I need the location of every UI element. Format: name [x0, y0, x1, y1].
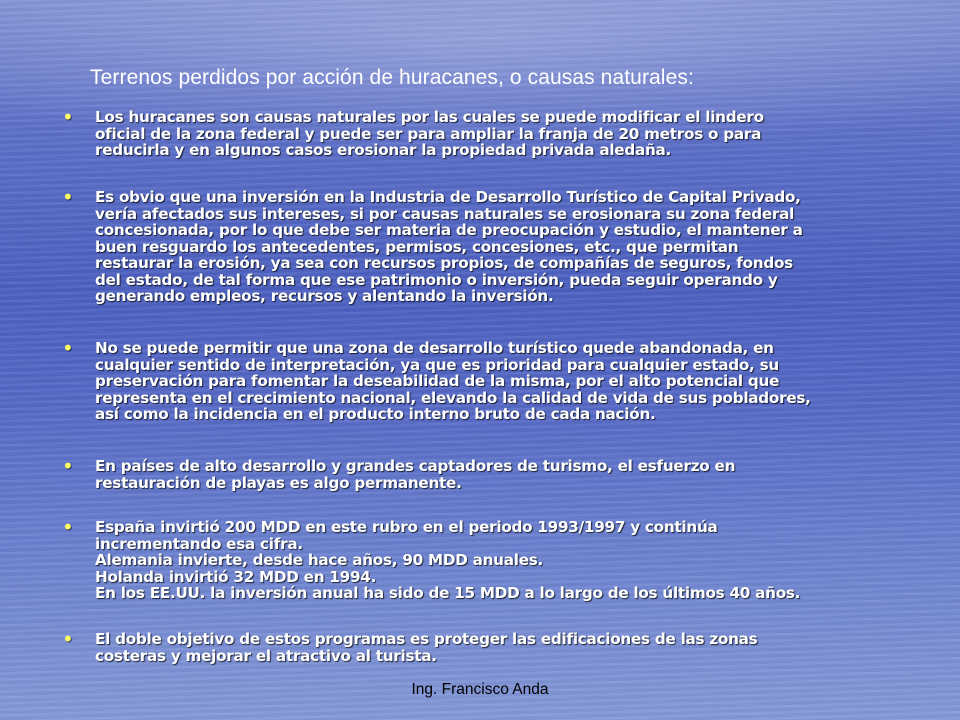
slide-title: Terrenos perdidos por acción de huracanes, o causas naturales:	[90, 66, 694, 89]
bullet-line: restaurar la erosión, ya sea con recursos propios, de compañías de seguros, fondos	[95, 254, 793, 272]
bullet-text	[95, 519, 907, 602]
bullet-marker: •	[62, 185, 74, 209]
bullet-text	[95, 458, 907, 491]
bullet-line: Holanda invirtió 32 MDD en 1994.	[95, 567, 377, 586]
bullet-line: Los huracanes son causas naturales por las cuales se puede modificar el lindero	[95, 108, 764, 126]
bullet-line: del estado, de tal forma que ese patrimonio o inversión, pueda seguir operando y	[95, 270, 778, 289]
bullet-line: así como la incidencia en el producto interno bruto de cada nación.	[95, 405, 656, 423]
bullet-marker: •	[62, 454, 74, 478]
bullet-item	[62, 627, 907, 665]
bullet-line: costeras y mejorar el atractivo al turista.	[95, 646, 437, 665]
bullet-line: buen resguardo los antecedentes, permisos, concesiones, etc., que permitan	[95, 237, 739, 256]
bullet-line: incrementando esa cifra.	[95, 534, 303, 553]
bullet-marker: •	[62, 515, 74, 539]
bullet-item	[62, 515, 907, 602]
bullet-text	[95, 631, 907, 664]
bullet-line: preservación para fomentar la deseabilidad de la misma, por el alto potencial que	[95, 372, 780, 390]
bullet-item	[62, 336, 907, 423]
bullet-line: representa en el crecimiento nacional, elevando la calidad de vida de sus pobladores,	[95, 388, 811, 407]
bullet-line: No se puede permitir que una zona de desarrollo turístico quede abandonada, en	[95, 339, 774, 357]
bullet-line: restauración de playas es algo permanente.	[95, 473, 462, 492]
bullet-item	[62, 185, 907, 305]
bullet-line: En países de alto desarrollo y grandes captadores de turismo, el esfuerzo en	[95, 457, 736, 475]
bullet-line: Es obvio que una inversión en la Industria de Desarrollo Turístico de Capital Privado,	[95, 188, 801, 206]
bullet-line: concesionada, por lo que debe ser materia de preocupación y estudio, el mantener a	[95, 221, 803, 239]
bullet-line: Alemania invierte, desde hace años, 90 MDD anuales.	[95, 551, 544, 569]
bullet-marker: •	[62, 336, 74, 360]
bullet-line: España invirtió 200 MDD en este rubro en el periodo 1993/1997 y continúa	[95, 518, 718, 536]
bullet-line: El doble objetivo de estos programas es proteger las edificaciones de las zonas	[95, 630, 758, 648]
bullet-marker: •	[62, 105, 74, 129]
bullet-text	[95, 340, 907, 423]
bullet-line: cualquier sentido de interpretación, ya que es prioridad para cualquier estado, su	[95, 355, 779, 374]
bullet-line: generando empleos, recursos y alentando la inversión.	[95, 287, 554, 305]
bullet-line: vería afectados sus intereses, si por causas naturales se erosionara su zona federal	[95, 204, 795, 223]
bullet-item	[62, 454, 907, 492]
bullet-line: reducirla y en algunos casos erosionar la propiedad privada aledaña.	[95, 141, 672, 159]
bullet-text	[95, 109, 907, 159]
bullet-line: oficial de la zona federal y puede ser para ampliar la franja de 20 metros o para	[95, 124, 762, 143]
bullet-item	[62, 105, 907, 159]
bullet-line: En los EE.UU. la inversión anual ha sido de 15 MDD a lo largo de los últimos 40 años.	[95, 584, 801, 602]
footer-author: Ing. Francisco Anda	[411, 681, 549, 698]
bullet-text	[95, 189, 907, 305]
bullet-marker: •	[62, 627, 74, 651]
